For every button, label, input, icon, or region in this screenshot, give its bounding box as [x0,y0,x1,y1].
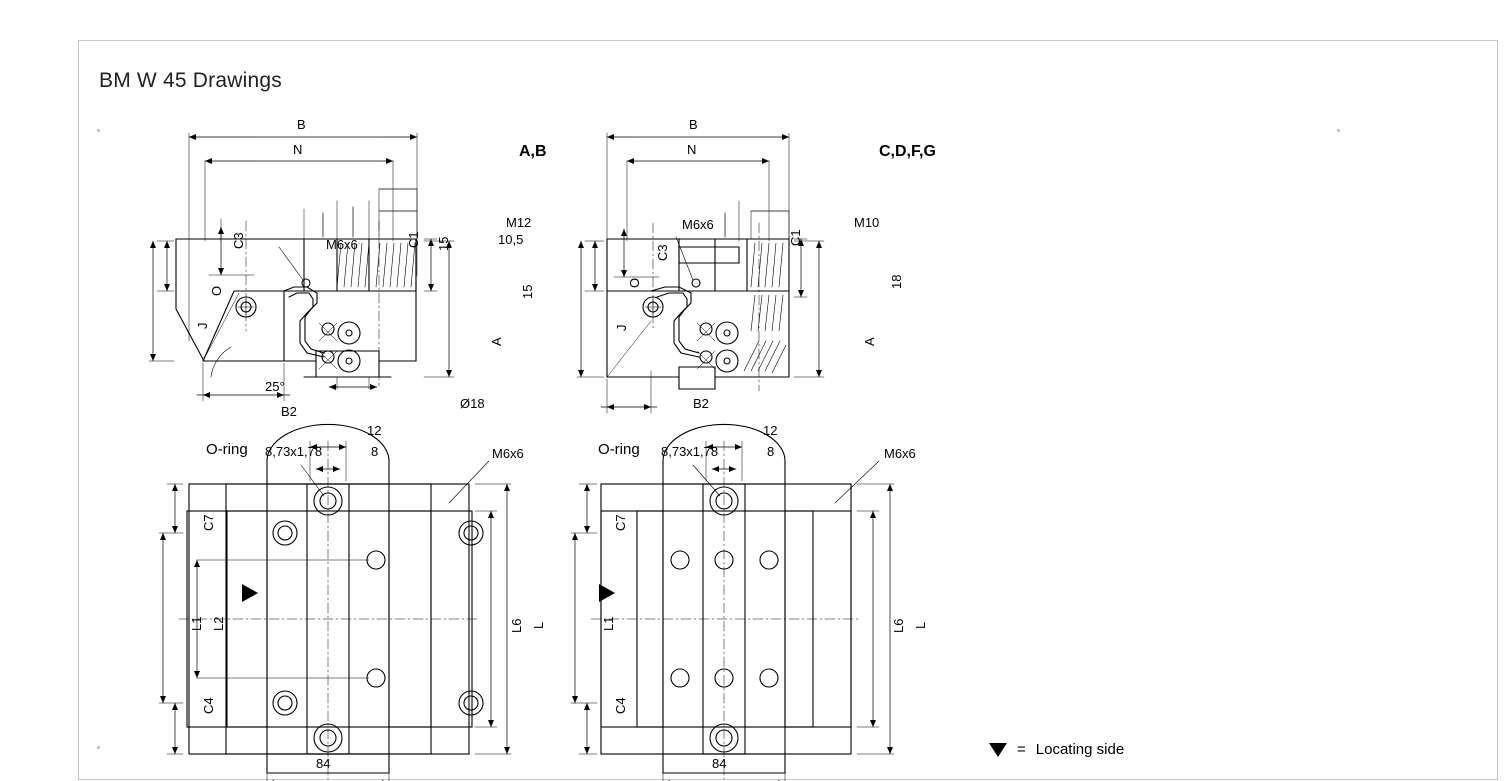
right-plan-dim-L: L [913,621,928,629]
right-plan-dim-8: 8 [767,444,775,459]
left-plan-dim-L1: L1 [189,616,204,631]
left-section-dim-A: A [489,337,504,346]
left-section-dim-B: B [297,117,306,132]
right-section-thread-M10: M10 [854,215,880,230]
left-plan-dim-8: 8 [371,444,379,459]
right-plan-oring-size: 8,73x1,78 [661,444,719,459]
right-section-dim-C3: C3 [655,244,670,261]
left-section-dim-C3: C3 [231,232,246,249]
right-section-dim-B: B [689,117,698,132]
left-section-dim-J: J [195,322,210,329]
left-section-angle-25: 25° [265,379,285,394]
right-plan-oring-label: O-ring [598,441,640,458]
left-plan-dim-C7: C7 [201,514,216,531]
right-plan-dim-L1: L1 [601,616,616,631]
left-section-dim-B2: B2 [281,404,297,419]
left-section-thread-M12: M12 [506,215,532,230]
left-section-thread-M6x6: M6x6 [326,237,358,252]
locating-side-marker-left [242,584,258,602]
left-plan-oring-label: O-ring [206,441,248,458]
left-plan-dim-L: L [531,621,546,629]
legend-text: Locating side [1035,741,1125,758]
left-section-view-id: A,B [519,143,547,160]
left-plan-dim-84: 84 [316,756,331,771]
page-title: BM W 45 Drawings [99,69,282,92]
right-plan-thread-M6x6: M6x6 [884,446,916,461]
right-section-dim-C1: C1 [788,229,803,246]
right-section-view-id: C,D,F,G [879,143,936,160]
right-section-dim-N: N [687,142,697,157]
right-section-dim-J: J [614,324,629,331]
left-section-dim-10-5: 10,5 [498,232,524,247]
right-plan-dim-L6: L6 [891,618,906,633]
right-section-dim-18: 18 [889,274,904,289]
locating-side-triangle-icon [989,743,1007,757]
right-plan-dim-C4: C4 [613,697,628,714]
left-section-dim-O: O [209,285,224,296]
legend [989,741,1124,758]
left-plan-dim-C4: C4 [201,697,216,714]
left-section-dim-N: N [293,142,303,157]
left-section-hole-dia18: Ø18 [460,396,485,411]
legend-equals: = [1017,741,1026,758]
left-plan-dim-12: 12 [367,423,382,438]
left-plan-dim-L6: L6 [509,618,524,633]
right-section-dim-A: A [862,337,877,346]
left-plan-dim-L2: L2 [211,616,226,631]
locating-side-marker-right [599,584,615,602]
right-section-dim-O: O [627,277,642,288]
left-section-dim-15a: 15 [436,236,451,251]
left-plan-oring-size: 8,73x1,78 [265,444,323,459]
right-plan-dim-C7: C7 [613,514,628,531]
right-section-dim-B2: B2 [693,396,709,411]
left-plan-thread-M6x6: M6x6 [492,446,524,461]
right-plan-dim-12: 12 [763,423,778,438]
right-plan-dim-84: 84 [712,756,727,771]
drawing-sheet [78,40,1498,780]
right-section-thread-M6x6: M6x6 [682,217,714,232]
left-section-dim-15b: 15 [520,284,535,299]
left-section-dim-C1: C1 [406,231,421,248]
